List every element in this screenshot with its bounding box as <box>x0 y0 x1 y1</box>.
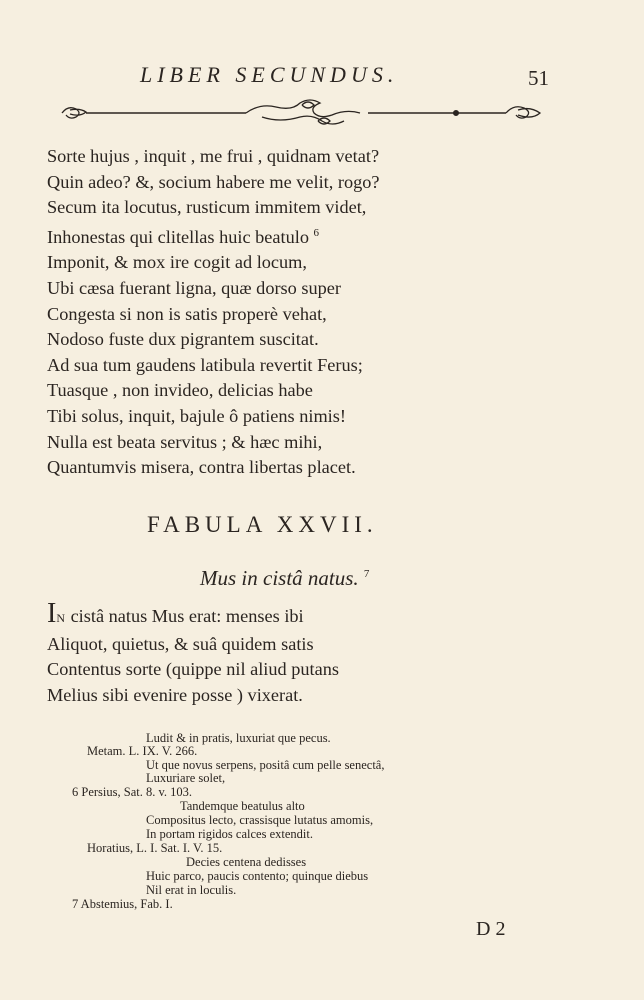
verse-line: Quin adeo? &, socium habere me velit, rogo? <box>47 171 380 192</box>
footnote-marker: 7 <box>363 568 370 580</box>
fable-subtitle-text: Mus in cistâ natus. <box>200 566 359 590</box>
note-line: Nil erat in loculis. <box>146 883 237 897</box>
signature-mark: D 2 <box>476 918 506 940</box>
small-caps: N <box>56 611 66 625</box>
note-line: Ludit & in pratis, luxuriat que pecus. <box>146 731 331 745</box>
fable-line-text: cistâ natus Mus erat: menses ibi <box>66 606 304 626</box>
verse-line: Tibi solus, inquit, bajule ô patiens nimis! <box>47 406 346 427</box>
note-line: Compositus lecto, crassisque lutatus amomis, <box>146 813 374 827</box>
note-line: Tandemque beatulus alto <box>180 799 305 813</box>
ornament-divider <box>56 98 548 128</box>
note-line: In portam rigidos calces extendit. <box>146 827 313 841</box>
verse-line: Ad sua tum gaudens latibula revertit Ferus; <box>47 354 363 375</box>
verse-line: Imponit, & mox ire cogit ad locum, <box>47 252 307 273</box>
note-line: Luxuriare solet, <box>146 771 226 785</box>
note-line: 6 Persius, Sat. 8. v. 103. <box>72 785 193 799</box>
verse-line: Nodoso fuste dux pigrantem suscitat. <box>47 329 319 350</box>
verse-line-text: Inhonestas qui clitellas huic beatulo <box>47 226 309 247</box>
verse-line: Congesta si non is satis properè vehat, <box>47 303 327 324</box>
verse-line: Ubi cæsa fuerant ligna, quæ dorso super <box>47 278 341 299</box>
footnote-marker: 6 <box>313 226 320 239</box>
note-line: Metam. L. IX. V. 266. <box>87 744 198 758</box>
note-line: 7 Abstemius, Fab. I. <box>72 897 173 911</box>
verse-line: Secum ita locutus, rusticum immitem videt, <box>47 197 367 218</box>
note-line: Ut que novus serpens, positâ cum pelle senectâ, <box>146 758 385 772</box>
fable-line: Contentus sorte (quippe nil aliud putans <box>47 659 339 680</box>
fable-line <box>47 598 339 632</box>
note-line: Decies centena dedisses <box>186 855 307 869</box>
fable-subtitle <box>200 566 369 591</box>
verse-line: Tuasque , non invideo, delicias habe <box>47 380 313 401</box>
note-line: Horatius, L. I. Sat. I. V. 15. <box>87 841 223 855</box>
running-head: LIBER SECUNDUS. <box>140 62 399 87</box>
verse-line: Nulla est beata servitus ; & hæc mihi, <box>47 431 323 452</box>
page-number: 51 <box>528 66 549 90</box>
verse-line: Sorte hujus , inquit , me frui , quidnam vetat? <box>47 146 380 166</box>
fable-title: FABULA XXVII. <box>147 512 378 537</box>
note-line: Huic parco, paucis contento; quinque diebus <box>146 869 369 883</box>
verse-line: Quantumvis misera, contra libertas placet. <box>47 457 356 478</box>
fable-line: Aliquot, quietus, & suâ quidem satis <box>47 633 314 654</box>
verse-line <box>47 221 380 251</box>
fable-line: Melius sibi evenire posse ) vixerat. <box>47 684 303 705</box>
drop-cap: I <box>47 598 57 629</box>
verse-block <box>47 144 380 481</box>
fable-text <box>47 598 339 708</box>
